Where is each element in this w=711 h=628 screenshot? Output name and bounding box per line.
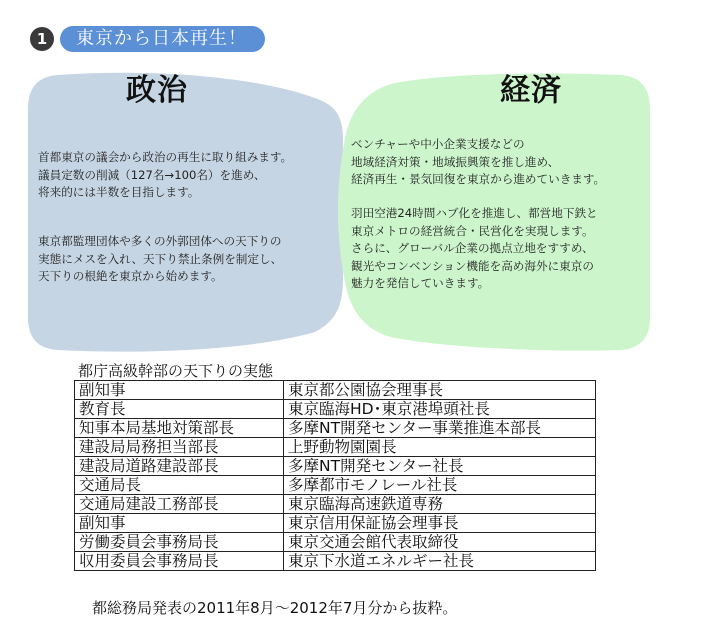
- table-row: [75, 419, 596, 438]
- text-line: 議員定数の削減（127名→100名）を進め、: [38, 167, 266, 182]
- text-line: 羽田空港24時間ハブ化を推進し、都営地下鉄と: [351, 206, 598, 220]
- text-line: 魅力を発信していきます。: [351, 276, 490, 290]
- former-post-cell: 交通局建設工務部長: [75, 495, 284, 514]
- text-line: 地域経済対策・地域振興策を推し進め、: [351, 154, 560, 169]
- former-post-cell: 副知事: [75, 514, 284, 533]
- former-post-cell: 建設局局務担当部長: [75, 438, 284, 457]
- new-post-cell: 東京臨海高速鉄道専務: [284, 495, 596, 514]
- text-line: 実態にメスを入れ、天下り禁止条例を制定し、: [38, 251, 283, 266]
- new-post-cell: 東京信用保証協会理事長: [284, 514, 596, 533]
- former-post-cell: 教育長: [75, 400, 284, 419]
- table-row: [75, 438, 596, 457]
- former-post-cell: 建設局道路建設部長: [75, 457, 284, 476]
- new-post-cell: 多摩NT開発センター事業推進本部長: [284, 419, 596, 438]
- table-row: [75, 476, 596, 495]
- economy-paragraph-2: [351, 205, 598, 293]
- politics-title: 政治: [126, 73, 188, 108]
- former-post-cell: 副知事: [75, 381, 284, 400]
- amakudari-table: [74, 380, 596, 571]
- table-row: [75, 457, 596, 476]
- section-title: 東京から日本再生！: [60, 26, 265, 52]
- politics-paragraph-2: [38, 233, 282, 286]
- table-title: 都庁高級幹部の天下りの実態: [78, 362, 274, 380]
- table-row: [75, 400, 596, 419]
- text-line: 経済再生・景気回復を東京から進めていきます。: [351, 172, 606, 186]
- text-line: ベンチャーや中小企業支援などの: [351, 137, 525, 151]
- text-line: 首都東京の議会から政治の再生に取り組みます。: [38, 150, 293, 164]
- table-row: [75, 381, 596, 400]
- section-number-badge: 1: [30, 27, 54, 51]
- table-row: [75, 533, 596, 552]
- politics-panel: [28, 73, 343, 352]
- text-line: 天下りの根絶を東京から始めます。: [38, 269, 223, 283]
- new-post-cell: 多摩NT開発センター社長: [284, 457, 596, 476]
- former-post-cell: 収用委員会事務局長: [75, 552, 284, 571]
- text-line: 東京都監理団体や多くの外郭団体への天下りの: [38, 234, 282, 248]
- text-line: 観光やコンベンション機能を高め海外に東京の: [351, 258, 594, 273]
- table-row: [75, 495, 596, 514]
- text-line: さらに、グローバル企業の拠点立地をすすめ、: [351, 241, 594, 255]
- new-post-cell: 多摩都市モノレール社長: [284, 476, 596, 495]
- text-line: 将来的には半数を目指します。: [38, 185, 200, 199]
- new-post-cell: 東京臨海HD･東京港埠頭社長: [284, 400, 596, 419]
- economy-title: 経済: [500, 73, 562, 108]
- new-post-cell: 東京都公園協会理事長: [284, 381, 596, 400]
- new-post-cell: 東京下水道エネルギー社長: [284, 552, 596, 571]
- text-line: 東京メトロの経営統合・民営化を実現します。: [351, 223, 594, 238]
- table-row: [75, 514, 596, 533]
- table-footnote: 都総務局発表の2011年8月～2012年7月分から抜粋。: [92, 599, 458, 617]
- new-post-cell: 東京交通会館代表取締役: [284, 533, 596, 552]
- former-post-cell: 労働委員会事務局長: [75, 533, 284, 552]
- former-post-cell: 知事本局基地対策部長: [75, 419, 284, 438]
- former-post-cell: 交通局長: [75, 476, 284, 495]
- new-post-cell: 上野動物園園長: [284, 438, 596, 457]
- economy-paragraph-1: [351, 136, 605, 189]
- politics-paragraph-1: [38, 149, 292, 202]
- table-row: [75, 552, 596, 571]
